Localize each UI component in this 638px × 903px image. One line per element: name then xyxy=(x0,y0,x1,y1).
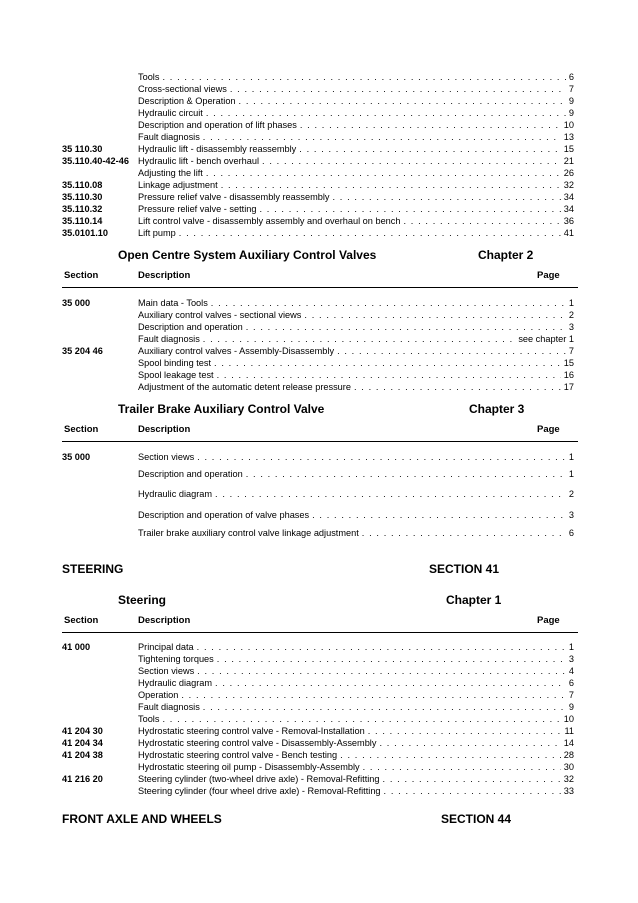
toc-entry xyxy=(138,713,574,725)
steering-col-page: Page xyxy=(537,615,560,626)
toc-leader-dots xyxy=(230,83,566,95)
toc-section-code: 35.110.30 xyxy=(62,192,103,202)
toc-entry xyxy=(138,107,574,119)
toc-entry xyxy=(138,143,574,155)
toc-leader-dots xyxy=(368,725,562,737)
chapter2-col-description: Description xyxy=(138,270,191,281)
toc-leader-dots xyxy=(300,119,561,131)
toc-entry-page: 10 xyxy=(563,120,574,130)
toc-entry-title: Auxiliary control valves ‑ sectional views xyxy=(138,310,302,320)
toc-entry-page: 3 xyxy=(568,322,574,332)
toc-entry-title: Pressure relief valve ‑ setting xyxy=(138,204,257,214)
toc-entry-page: 36 xyxy=(563,216,574,226)
toc-entry-page: 21 xyxy=(563,156,574,166)
toc-entry xyxy=(138,357,574,369)
toc-leader-dots xyxy=(206,167,561,179)
toc-entry-title: Section views xyxy=(138,452,195,462)
toc-entry xyxy=(138,203,574,215)
toc-entry-title: Lift pump xyxy=(138,228,176,238)
toc-section-code: 35.110.08 xyxy=(62,180,103,190)
toc-leader-dots xyxy=(162,71,565,83)
toc-entry-title: Hydraulic diagram xyxy=(138,678,213,688)
toc-entry-page: 15 xyxy=(563,144,574,154)
toc-entry xyxy=(138,167,574,179)
toc-section-code: 35 204 46 xyxy=(62,346,103,356)
toc-entry-page: 28 xyxy=(563,750,574,760)
toc-entry-page: 11 xyxy=(564,726,574,736)
toc-entry xyxy=(138,215,574,227)
toc-entry-title: Adjusting the lift xyxy=(138,168,203,178)
toc-leader-dots xyxy=(206,107,566,119)
toc-leader-dots xyxy=(354,381,561,393)
toc-entry xyxy=(138,468,574,480)
toc-leader-dots xyxy=(217,369,561,381)
toc-entry-page: 1 xyxy=(568,452,574,462)
toc-entry-title: Pressure relief valve ‑ disassembly reassembly xyxy=(138,192,330,202)
toc-entry xyxy=(138,773,574,785)
toc-section-code: 35.110.40‑42‑46 xyxy=(62,156,129,166)
toc-entry-title: Tools xyxy=(138,714,160,724)
toc-leader-dots xyxy=(211,297,566,309)
toc-entry xyxy=(138,369,574,381)
chapter2-col-page: Page xyxy=(537,270,560,281)
chapter3-col-page: Page xyxy=(537,424,560,435)
toc-leader-dots xyxy=(259,203,560,215)
toc-entry-title: Hydraulic lift ‑ disassembly reassembly xyxy=(138,144,297,154)
steering-divider xyxy=(62,632,578,633)
toc-leader-dots xyxy=(383,773,561,785)
toc-section-code: 41 204 38 xyxy=(62,750,103,760)
toc-leader-dots xyxy=(197,665,566,677)
toc-leader-dots xyxy=(384,785,561,797)
toc-section-code: 35.0101.10 xyxy=(62,228,108,238)
toc-entry-page: 2 xyxy=(568,310,574,320)
toc-entry xyxy=(138,749,574,761)
toc-leader-dots xyxy=(203,701,566,713)
toc-entry-page: 1 xyxy=(568,298,574,308)
toc-section-code: 41 000 xyxy=(62,642,91,652)
toc-entry-title: Description and operation xyxy=(138,469,243,479)
toc-section-code: 35.110.32 xyxy=(62,204,103,214)
toc-section-code: 35 000 xyxy=(62,298,91,308)
toc-leader-dots xyxy=(304,309,565,321)
steering-section-number: SECTION 41 xyxy=(429,562,500,576)
toc-entry xyxy=(138,641,574,653)
toc-entry xyxy=(138,785,574,797)
chapter2-title: Open Centre System Auxiliary Control Valves xyxy=(118,248,377,262)
toc-entry xyxy=(138,761,574,773)
toc-entry xyxy=(138,297,574,309)
toc-entry-page: 3 xyxy=(568,510,574,520)
toc-entry xyxy=(138,119,574,131)
toc-entry xyxy=(138,321,574,333)
toc-section-code: 41 204 30 xyxy=(62,726,103,736)
toc-entry-page: see chapter 1 xyxy=(518,334,574,344)
toc-entry-page: 34 xyxy=(563,204,574,214)
chapter3-title: Trailer Brake Auxiliary Control Valve xyxy=(118,402,325,416)
toc-entry-title: Principal data xyxy=(138,642,194,652)
toc-leader-dots xyxy=(337,345,566,357)
toc-entry xyxy=(138,737,574,749)
toc-leader-dots xyxy=(404,215,561,227)
toc-leader-dots xyxy=(197,451,566,463)
toc-entry-title: Fault diagnosis xyxy=(138,334,200,344)
toc-entry xyxy=(138,345,574,357)
toc-entry-title: Steering cylinder (two‑wheel drive axle) ‑ Removal‑Refitting xyxy=(138,774,380,784)
toc-entry-title: Description and operation of valve phases xyxy=(138,510,310,520)
toc-section-code: 35.110.14 xyxy=(62,216,103,226)
toc-entry-page: 10 xyxy=(563,714,574,724)
toc-leader-dots xyxy=(332,191,560,203)
toc-entry-page: 9 xyxy=(568,96,574,106)
front-axle-section-title: FRONT AXLE AND WHEELS xyxy=(62,812,222,826)
toc-entry-page: 9 xyxy=(568,108,574,118)
toc-leader-dots xyxy=(181,689,566,701)
toc-entry-title: Spool leakage test xyxy=(138,370,214,380)
toc-entry-title: Adjustment of the automatic detent release pressure xyxy=(138,382,351,392)
toc-entry-page: 9 xyxy=(568,702,574,712)
toc-entry-page: 6 xyxy=(568,72,574,82)
toc-entry xyxy=(138,509,574,521)
steering-col-section: Section xyxy=(64,615,99,626)
toc-leader-dots xyxy=(221,179,561,191)
toc-leader-dots xyxy=(215,488,566,500)
toc-entry xyxy=(138,131,574,143)
toc-entry xyxy=(138,677,574,689)
toc-entry-title: Fault diagnosis xyxy=(138,132,200,142)
toc-entry-title: Steering cylinder (four wheel drive axle) ‑ Removal‑Refitting xyxy=(138,786,381,796)
toc-entry xyxy=(138,95,574,107)
toc-entry-title: Auxiliary control valves ‑ Assembly‑Disassembly xyxy=(138,346,335,356)
toc-entry-title: Hydraulic lift ‑ bench overhaul xyxy=(138,156,260,166)
toc-leader-dots xyxy=(179,227,561,239)
toc-entry-page: 13 xyxy=(563,132,574,142)
toc-entry-title: Hydrostatic steering control valve ‑ Removal‑Installation xyxy=(138,726,365,736)
toc-leader-dots xyxy=(217,653,566,665)
toc-entry-page: 32 xyxy=(563,774,574,784)
front-axle-section-number: SECTION 44 xyxy=(441,812,512,826)
toc-entry xyxy=(138,488,574,500)
toc-leader-dots xyxy=(299,143,560,155)
toc-entry-title: Hydrostatic steering control valve ‑ Disassembly‑Assembly xyxy=(138,738,377,748)
toc-entry-title: Hydrostatic steering control valve ‑ Bench testing xyxy=(138,750,338,760)
toc-entry-title: Trailer brake auxiliary control valve linkage adjustment xyxy=(138,528,359,538)
toc-entry-title: Description and operation xyxy=(138,322,243,332)
toc-entry-title: Lift control valve ‑ disassembly assembly and overhaul on bench xyxy=(138,216,401,226)
toc-entry-page: 34 xyxy=(563,192,574,202)
toc-entry-title: Tightening torques xyxy=(138,654,214,664)
toc-leader-dots xyxy=(379,737,560,749)
toc-entry-page: 17 xyxy=(563,382,574,392)
toc-section-code: 35 110.30 xyxy=(62,144,103,154)
toc-entry-page: 6 xyxy=(568,528,574,538)
toc-entry xyxy=(138,155,574,167)
toc-entry-page: 1 xyxy=(568,469,574,479)
toc-entry-page: 2 xyxy=(568,489,574,499)
chapter3-col-description: Description xyxy=(138,424,191,435)
toc-entry-page: 26 xyxy=(563,168,574,178)
toc-leader-dots xyxy=(340,749,561,761)
toc-section-code: 41 204 34 xyxy=(62,738,103,748)
toc-entry xyxy=(138,83,574,95)
toc-entry-page: 1 xyxy=(568,642,574,652)
toc-entry-title: Description and operation of lift phases xyxy=(138,120,297,130)
toc-leader-dots xyxy=(215,677,566,689)
toc-entry-title: Description & Operation xyxy=(138,96,236,106)
toc-entry-page: 3 xyxy=(568,654,574,664)
toc-entry-title: Hydrostatic steering oil pump ‑ Disassembly‑Assembly xyxy=(138,762,360,772)
toc-entry xyxy=(138,665,574,677)
toc-leader-dots xyxy=(203,131,561,143)
toc-entry-page: 14 xyxy=(563,738,574,748)
toc-entry xyxy=(138,71,574,83)
toc-leader-dots xyxy=(312,509,566,521)
steering-chapter-number: Chapter 1 xyxy=(446,593,502,607)
toc-entry-title: Hydraulic circuit xyxy=(138,108,203,118)
toc-leader-dots xyxy=(239,95,566,107)
toc-entry xyxy=(138,701,574,713)
chapter2-number: Chapter 2 xyxy=(478,248,534,262)
toc-entry-title: Section views xyxy=(138,666,195,676)
toc-entry xyxy=(138,689,574,701)
chapter3-divider xyxy=(62,441,578,442)
toc-entry-title: Tools xyxy=(138,72,160,82)
toc-entry-title: Main data ‑ Tools xyxy=(138,298,208,308)
toc-leader-dots xyxy=(203,333,516,345)
toc-entry xyxy=(138,191,574,203)
toc-section-code: 41 216 20 xyxy=(62,774,103,784)
chapter3-number: Chapter 3 xyxy=(469,402,525,416)
toc-entry-page: 41 xyxy=(563,228,574,238)
toc-leader-dots xyxy=(214,357,561,369)
toc-entry-page: 15 xyxy=(563,358,574,368)
toc-entry xyxy=(138,333,574,345)
toc-entry-title: Linkage adjustment xyxy=(138,180,218,190)
toc-entry xyxy=(138,451,574,463)
toc-section-code: 35 000 xyxy=(62,452,91,462)
toc-entry xyxy=(138,227,574,239)
toc-leader-dots xyxy=(262,155,561,167)
toc-entry-page: 33 xyxy=(563,786,574,796)
toc-entry xyxy=(138,179,574,191)
chapter2-col-section: Section xyxy=(64,270,99,281)
toc-leader-dots xyxy=(362,527,566,539)
toc-entry-page: 7 xyxy=(568,690,574,700)
steering-section-title: STEERING xyxy=(62,562,124,576)
toc-leader-dots xyxy=(246,468,566,480)
toc-entry-title: Hydraulic diagram xyxy=(138,489,213,499)
toc-entry xyxy=(138,653,574,665)
toc-entry-page: 32 xyxy=(563,180,574,190)
toc-entry-title: Cross‑sectional views xyxy=(138,84,227,94)
toc-entry-title: Operation xyxy=(138,690,179,700)
toc-entry xyxy=(138,309,574,321)
toc-entry-page: 6 xyxy=(568,678,574,688)
toc-entry-page: 7 xyxy=(568,84,574,94)
toc-entry-page: 30 xyxy=(563,762,574,772)
toc-leader-dots xyxy=(363,761,561,773)
steering-col-description: Description xyxy=(138,615,191,626)
chapter2-divider xyxy=(62,287,578,288)
toc-leader-dots xyxy=(162,713,560,725)
toc-entry-page: 16 xyxy=(563,370,574,380)
toc-entry-title: Spool binding test xyxy=(138,358,212,368)
toc-leader-dots xyxy=(246,321,566,333)
toc-entry xyxy=(138,381,574,393)
toc-entry xyxy=(138,725,574,737)
toc-entry-title: Fault diagnosis xyxy=(138,702,200,712)
toc-entry xyxy=(138,527,574,539)
steering-chapter-title: Steering xyxy=(118,593,167,607)
toc-entry-page: 4 xyxy=(568,666,574,676)
chapter3-col-section: Section xyxy=(64,424,99,435)
toc-entry-page: 7 xyxy=(568,346,574,356)
toc-leader-dots xyxy=(197,641,566,653)
